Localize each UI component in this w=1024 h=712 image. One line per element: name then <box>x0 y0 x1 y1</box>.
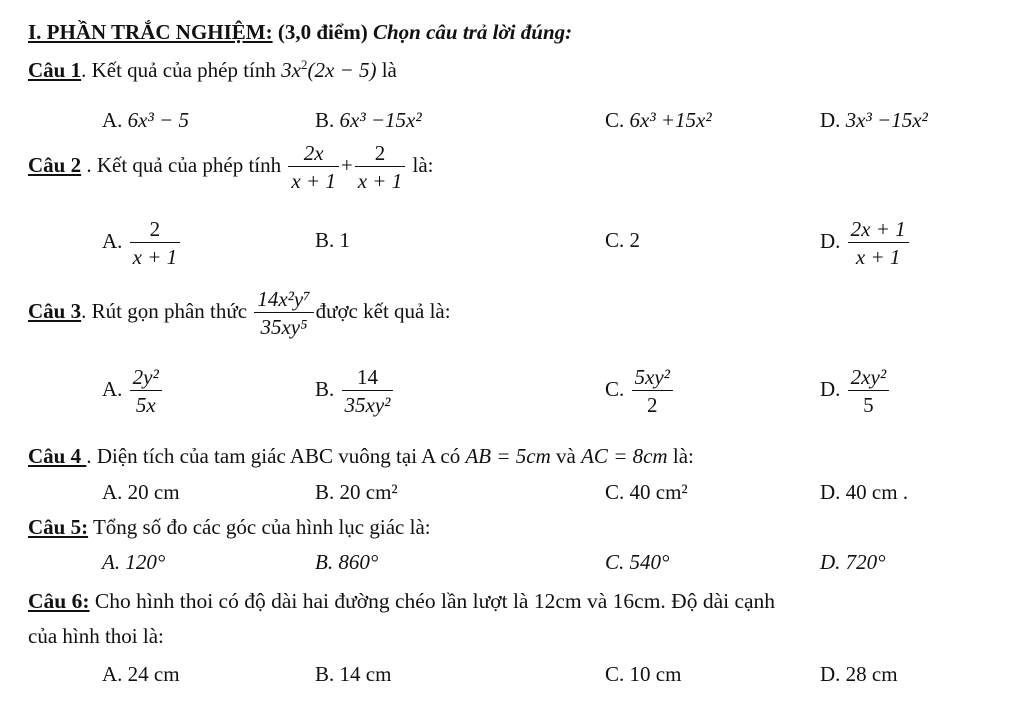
question-2-fraction-1: $\frac{2x}{x + 1}$ <box>288 142 339 192</box>
q2-option-b: B. 1 <box>315 228 351 252</box>
q1-option-a: A. 6x³ − 5 <box>102 108 189 132</box>
question-6 <box>28 591 775 613</box>
q5-option-a: A. 120° <box>102 550 166 574</box>
q3-option-a: A. $\frac{\text{2y²}}{5x}$ <box>102 366 164 416</box>
q2-option-a: A. $\frac{2}{x + 1}$ <box>102 218 182 268</box>
question-4 <box>28 446 694 467</box>
q3-option-c: C. $\frac{\text{5xy²}}{2}$ <box>605 366 675 416</box>
question-2-label: Câu 2 <box>28 152 82 177</box>
section-instruction: Chọn câu trả lời đúng: <box>372 20 573 44</box>
question-6-text: Cho hình thoi có độ dài hai đường chéo lần lượt là 12cm và 16cm. Độ dài cạnh <box>89 589 776 613</box>
question-2 <box>28 142 433 192</box>
q2-option-c: C. 2 <box>605 228 641 252</box>
question-1-text: . Kết quả của phép tính <box>81 58 282 82</box>
question-6-label: Câu 6: <box>28 589 90 613</box>
question-1 <box>28 57 397 82</box>
q5-option-b: B. 860° <box>315 550 379 574</box>
question-1-label: Câu 1 <box>28 58 82 82</box>
q6-option-d: D. 28 cm <box>820 662 898 686</box>
question-2-fraction-2: $\frac{2}{x + 1}$ <box>355 142 406 192</box>
section-points: (3,0 điểm) <box>272 20 373 44</box>
section-header <box>28 22 572 43</box>
question-3-fraction: $\frac{\text{14x²y⁷}}{\text{35xy⁵}}$ <box>254 288 313 338</box>
question-1-expression: $3x^2(2x - 5)$ <box>281 57 377 82</box>
q3-option-b: B. $\frac{14}{\text{35xy²}}$ <box>315 366 395 416</box>
q4-option-b: B. 20 cm² <box>315 480 398 504</box>
q1-option-d: D. 3x³ −15x² <box>820 108 928 132</box>
q6-option-b: B. 14 cm <box>315 662 392 686</box>
question-6-line-2: của hình thoi là: <box>28 624 164 648</box>
q5-option-d: D. 720° <box>820 550 886 574</box>
question-3-label: Câu 3 <box>28 298 82 323</box>
question-4-tail: là: <box>667 444 694 468</box>
question-4-text: . Diện tích của tam giác ABC vuông tại A có <box>86 444 466 468</box>
section-title: I. PHẦN TRẮC NGHIỆM: <box>28 20 273 44</box>
question-4-ac: AC = 8cm <box>581 444 668 468</box>
q6-option-c: C. 10 cm <box>605 662 682 686</box>
q6-option-a: A. 24 cm <box>102 662 180 686</box>
question-2-text: . Kết quả của phép tính <box>81 152 287 177</box>
question-5-text: Tổng số đo các góc của hình lục giác là: <box>88 515 431 539</box>
question-3-tail: được kết quả là: <box>315 298 451 323</box>
q4-option-d: D. 40 cm . <box>820 480 909 504</box>
q2-option-d: D. $\frac{2x + 1}{x + 1}$ <box>820 218 911 268</box>
q1-option-c: C. 6x³ +15x² <box>605 108 712 132</box>
question-4-ab: AB = 5cm <box>465 444 551 468</box>
question-2-tail: là: <box>407 152 434 177</box>
q3-option-d: D. $\frac{\text{2xy²}}{5}$ <box>820 366 891 416</box>
question-1-tail: là <box>376 58 397 82</box>
question-4-label: Câu 4 <box>28 444 87 468</box>
q1-option-b: B. 6x³ −15x² <box>315 108 422 132</box>
question-2-plus: + <box>340 152 353 177</box>
q4-option-c: C. 40 cm² <box>605 480 688 504</box>
q5-option-c: C. 540° <box>605 550 670 574</box>
q4-option-a: A. 20 cm <box>102 480 180 504</box>
question-5-label: Câu 5: <box>28 515 89 539</box>
question-3 <box>28 288 451 338</box>
question-4-mid: và <box>550 444 582 468</box>
question-3-text: . Rút gọn phân thức <box>81 298 253 323</box>
question-5 <box>28 517 431 538</box>
